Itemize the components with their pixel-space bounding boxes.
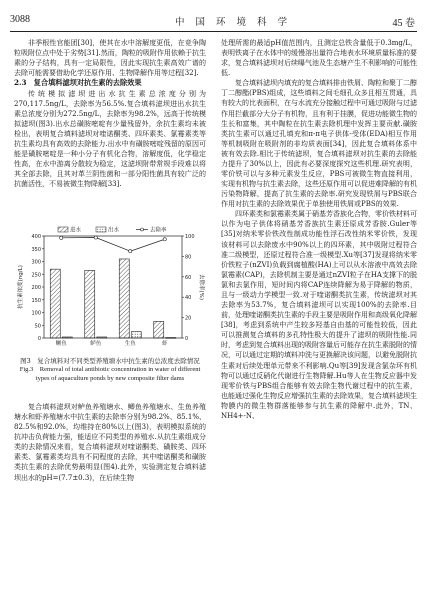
bar-inflow: [50, 269, 60, 338]
bar-outflow: [97, 337, 107, 338]
left-column-top: [14, 38, 206, 218]
y-tick-label: 150: [31, 297, 41, 304]
x-tick-label: 鳜鱼: [55, 341, 67, 347]
y2-tick-label: 60: [185, 274, 192, 281]
y-tick-label: 100: [31, 310, 41, 317]
y-tick-label: 250: [31, 272, 41, 279]
y-tick-label: 400: [31, 234, 41, 240]
bar-inflow: [154, 321, 164, 338]
figure-caption: [14, 357, 206, 383]
removal-rate-point: [94, 236, 97, 239]
y-tick-label: 200: [31, 285, 41, 291]
bar-outflow: [166, 337, 176, 338]
y2-tick-label: 80: [185, 254, 192, 261]
figure-3-chart: [14, 218, 206, 356]
legend-label: 出水: [108, 227, 120, 234]
y-tick-label: 50: [34, 323, 41, 330]
paragraph: 四环素类和氯霉素类属于硝基芳香族化合物，零价铁材料可以作为电子供体将硝基芳香族抗生素还原成芳香胺.Guler等[35]对纳米零价铁改性制成功能性浮石改性纳米零价铁，发现该材料可以去除废水中90%以上的四环素，其中吸附过程符合准二级模型，还原过程符合准一级模型.Xu等[37]发现将纳米零价铁粒子(nZVI)负载到腐植酸(HA)上可以从水溶液中高效去除氯霉素(CAP)，去除机制主要是通过nZVI粒子在HA支撑下的脱氯和去氯作用，短时间内将CAP连续降解为易于降解的物质，且与一级动力学模型一致.对于喹诺酮类抗生素，传统滤坝对其去除率为53.7%，复合填料滤坝可以实现100%的去除率.目前，处理喹诺酮类抗生素的手段主要是吸附作用和高级氧化降解[38]，考虑到系统中产生较多羟基自由基的可能性较低，因此可以推测复合填料的多孔特性极大的提升了滤坝的吸附性能.同时，考虑到复合填料出现的吸附容量后可能存在抗生素脱附的情况，可以通过定期的填料冲洗与更换解决该问题，以避免脱附抗生素对后续处理单元带来不利影响.Qu等[39]发现含氯杂环有机物可以通过反硝化代谢进行生物降解.Hu等人在生物反应器中发现零价铁与PBS组合能够有效去除生物代谢过程中的抗生素，也能通过强化生物反应增强抗生素的去除效果，复合填料滤坝生物膜内的微生物群落能够参与抗生素的降解中.此外，TN、NH4+-N、: [221, 210, 417, 420]
removal-rate-point: [129, 250, 132, 253]
legend-label: 进水: [70, 227, 82, 234]
y2-tick-label: 40: [185, 295, 192, 302]
legend-marker: [141, 228, 144, 231]
volume-label: 45 卷: [392, 18, 415, 29]
removal-rate-point: [163, 238, 166, 241]
paragraph: 非季根性官能团[30]，使其在水中溶解度更低，在竞争陶粒吸附位点中处于劣势[31].然而，陶粒的吸附作用依赖于抗生素的分子结构，具有一定局限性，因此实现抗生素高效广谱的去除可能需要借助化学还原作用、生物降解作用等过程[32].: [14, 39, 206, 78]
page-header: [0, 0, 427, 40]
page-number: 3088: [10, 14, 30, 25]
paragraph: 复合填料滤坝内填充的复合填料排由铁屑、陶粒和聚丁二醇丁二醇酯(PBS)组成，这些填料之间毛细孔众多且相互贯通，具有较大的比表面积，在与水流充分接触过程中可通过吸附与过滤作用拦截部分大分子有机物，且有利于挂膜，促进功能微生物的生长和富集，其中陶粒在抗生素去除机理中发挥主要贡献.磺胺类抗生素可以通过孔填充和π-π电子供体-受体(EDA)相互作用等机制吸附在吸附剂的非均质表面[34]，因此复合填料体系中被有效去除.相比于传统滤坝，复合填料滤坝对抗生素的去除能力提升了30%以上，因此有必要深度探究这些机理.研究表明，零价铁可以与多种元素发生反应，PBS可被微生物直接利用，实现有机物与抗生素去除，这些还原作用可以促进难降解的有机污染物降解，提高了抗生素的去除率.研究发现铁屑与PBS联合作用对抗生素的去除效果优于单独使用铁屑或PBS的效果.: [221, 79, 417, 209]
y2-tick-label: 100: [185, 234, 195, 240]
x-tick-label: 生鱼: [124, 341, 136, 347]
x-tick-label: 虾: [161, 341, 168, 347]
removal-rate-line: [61, 238, 165, 252]
legend-swatch: [58, 227, 68, 232]
caption-en: Fig.3 Removal of total antibiotic concentration in water of different types of aquaculture ponds by new composite filter dams: [19, 365, 201, 382]
y-tick-label: 0: [37, 336, 41, 342]
right-column: [221, 38, 417, 598]
caption-cn: 图3 复合填料对不同类型养殖塘水中抗生素的总浓度去除情况: [20, 357, 200, 365]
bar-inflow: [85, 270, 95, 338]
bar-inflow: [119, 259, 129, 338]
y2-tick-label: 20: [185, 315, 192, 322]
bar-outflow: [131, 332, 141, 338]
bar-outflow: [62, 337, 72, 338]
section-heading: 2.3 复合填料滤坝对抗生素的去除效果: [14, 78, 142, 88]
paragraph: 复合填料滤坝对鲈鱼养殖塘水、鲫鱼养殖塘水、生鱼养殖塘水和虾养殖塘水中抗生素的去除率分别为98.2%、85.1%、82.5%和92.0%，均维持在80%以上(图3)，表明模拟系统的抗冲击负荷能力强，能适应不同类型的养殖水.从抗生素组成分类的去除情况来看，复合填料滤坝对喹诺酮类、磺胺类、四环素类、氯霉素类均具有不同程度的去除，其中喹诺酮类和磺胺类抗生素的去除优势最明显(图4).此外，实验测定复合填料滤坝出水的pH=(7.7±0.3)，在后续生物: [14, 403, 206, 482]
y2-axis-label: 去除率(%): [198, 273, 204, 301]
journal-title: 中 国 环 境 科 学: [175, 17, 292, 28]
y-tick-label: 300: [31, 259, 41, 266]
y2-tick-label: 0: [185, 336, 189, 342]
paragraph: 处理所需的最适pH值范围内，且测定总铁含量低于0.3mg/L，表明铁离子在水体中的缓慢溶出量符合地表水环境质量标准的要求，复合填料滤坝对后续曝气池及生态塘产生不利影响的可能性低.: [221, 39, 417, 78]
legend-label: 去除率: [150, 227, 167, 234]
left-column-bottom: [14, 402, 206, 598]
x-tick-label: 鲈鱼: [90, 341, 102, 347]
y-axis-label: 抗生素浓度(ng/L): [18, 265, 24, 309]
legend-swatch: [96, 227, 106, 232]
header-rule: [10, 31, 417, 32]
removal-rate-point: [60, 236, 63, 239]
bar-chart: [14, 218, 206, 356]
y-tick-label: 350: [31, 246, 41, 253]
paragraph: 传统模拟滤坝进出水抗生素总浓度分别为270,117.5ng/L，去除率为56.5%.复合填料滤坝进出水抗生素总浓度分别为272.5ng/L，去除率为98.2%，远高于传统模拟滤坝(图3).出水总磺胺嘧啶有少量残留外，余抗生素均未被检出，表明复合填料滤坝对喹诺酮类、四环素类、氯霉素类等抗生素均具有高效的去除能力.出水中有磺胺嘧啶残留的原因可能是磺胺嘧啶是一种小分子有机化合物，溶解度低，化学稳定性高，在水中游离分散较为稳定，这滤坝附带常规手段难以将其全部去除，且其对革兰阴性菌和一部分阳性菌具有较广泛的抗菌活性，不易被微生物降解[33].: [14, 89, 206, 189]
